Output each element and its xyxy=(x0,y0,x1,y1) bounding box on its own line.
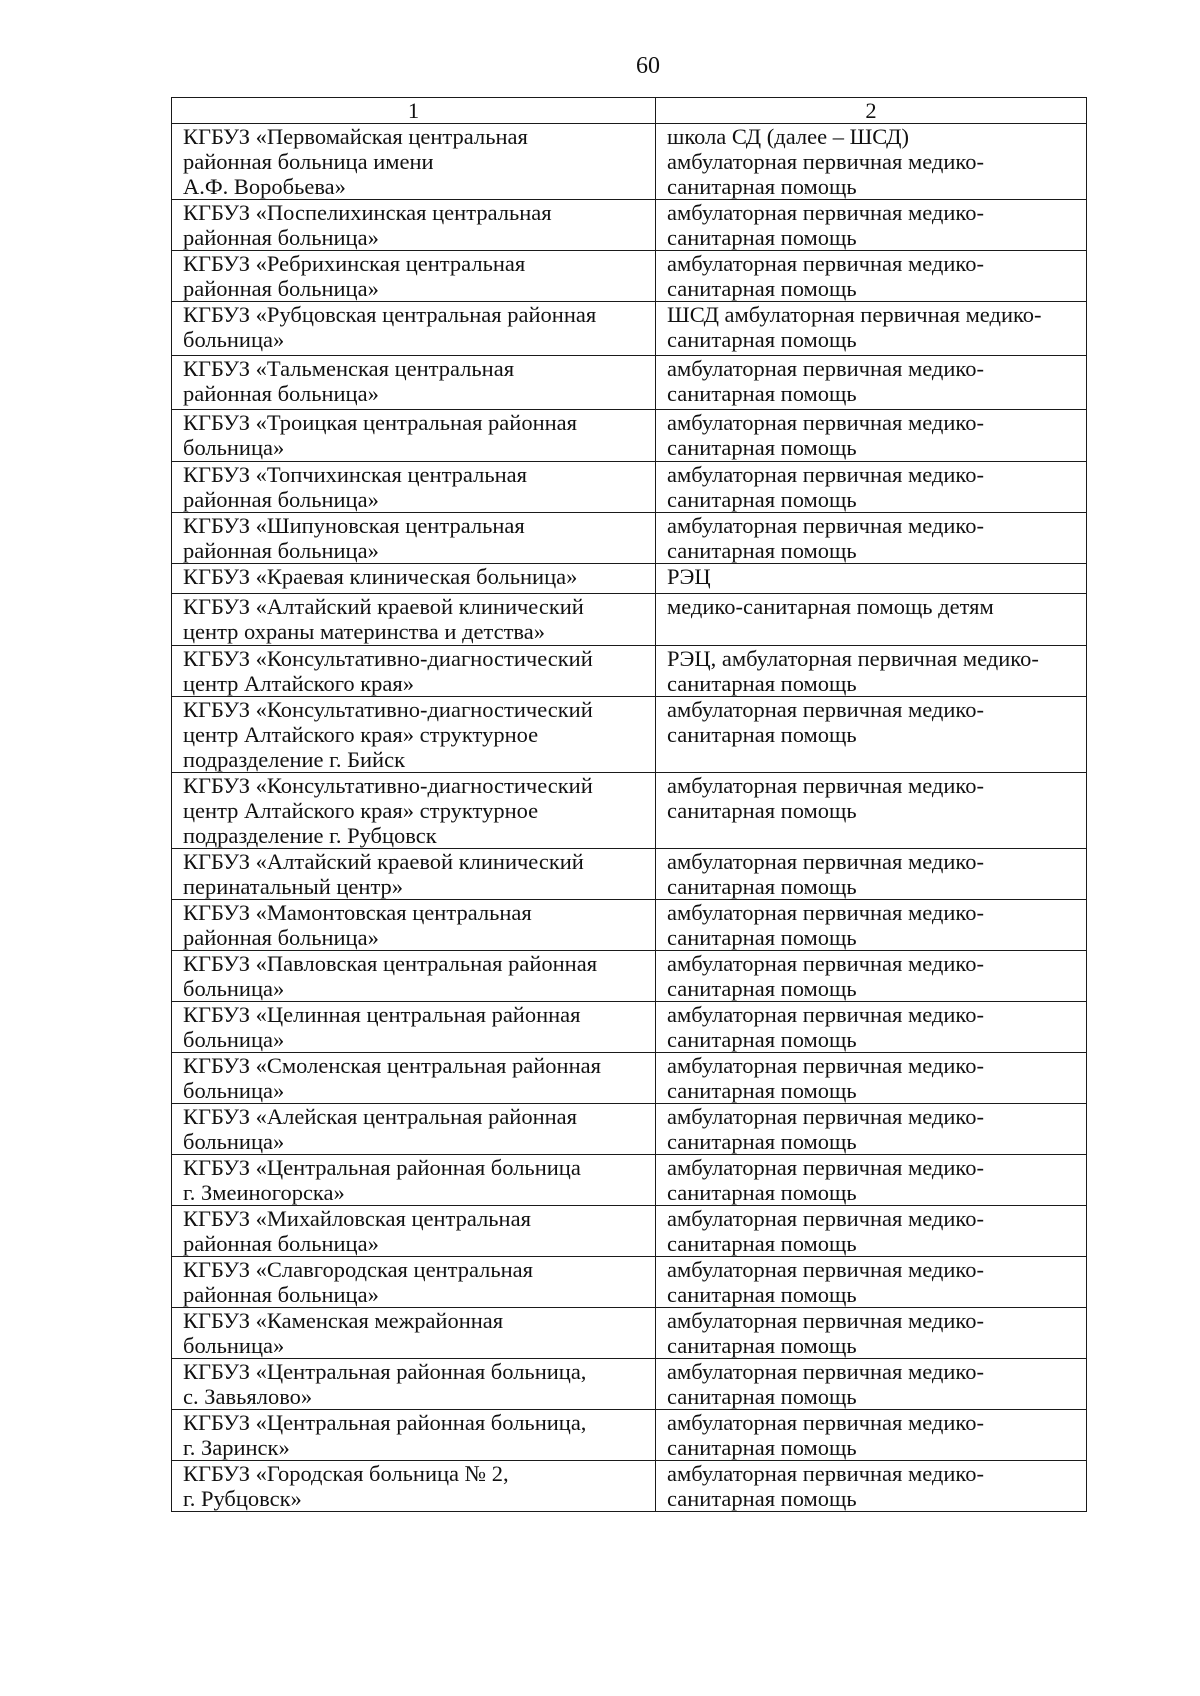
service-type-cell: амбулаторная первичная медико- санитарная помощь xyxy=(656,513,1087,564)
institution-name-cell: КГБУЗ «Целинная центральная районная больница» xyxy=(172,1002,656,1053)
service-type-cell: амбулаторная первичная медико- санитарная помощь xyxy=(656,200,1087,251)
table-row xyxy=(172,1206,1087,1257)
table-row xyxy=(172,513,1087,564)
service-type-cell: амбулаторная первичная медико- санитарная помощь xyxy=(656,1155,1087,1206)
service-type-cell: амбулаторная первичная медико- санитарная помощь xyxy=(656,1410,1087,1461)
table-body xyxy=(172,124,1087,1512)
service-type-cell: амбулаторная первичная медико- санитарная помощь xyxy=(656,900,1087,951)
service-type-cell: амбулаторная первичная медико- санитарная помощь xyxy=(656,1104,1087,1155)
service-type-cell: амбулаторная первичная медико- санитарная помощь xyxy=(656,1206,1087,1257)
table-row xyxy=(172,356,1087,410)
table-row xyxy=(172,1104,1087,1155)
institution-name-cell: КГБУЗ «Консультативно-диагностический центр Алтайского края» xyxy=(172,646,656,697)
institution-name-cell: КГБУЗ «Ребрихинская центральная районная больница» xyxy=(172,251,656,302)
institution-name-cell: КГБУЗ «Михайловская центральная районная больница» xyxy=(172,1206,656,1257)
institution-name-cell: КГБУЗ «Славгородская центральная районная больница» xyxy=(172,1257,656,1308)
institution-name-cell: КГБУЗ «Консультативно-диагностический центр Алтайского края» структурное подразделение г. Рубцовск xyxy=(172,773,656,849)
table-row xyxy=(172,1461,1087,1512)
institution-name-cell: КГБУЗ «Центральная районная больница, с. Завьялово» xyxy=(172,1359,656,1410)
institution-name-cell: КГБУЗ «Алтайский краевой клинический перинатальный центр» xyxy=(172,849,656,900)
institution-name-cell: КГБУЗ «Мамонтовская центральная районная больница» xyxy=(172,900,656,951)
institution-name-cell: КГБУЗ «Рубцовская центральная районная больница» xyxy=(172,302,656,356)
column-header-1: 1 xyxy=(172,98,656,124)
service-type-cell: амбулаторная первичная медико- санитарная помощь xyxy=(656,356,1087,410)
service-type-cell: ШСД амбулаторная первичная медико- санитарная помощь xyxy=(656,302,1087,356)
table-row xyxy=(172,200,1087,251)
institution-name-cell: КГБУЗ «Алтайский краевой клинический центр охраны материнства и детства» xyxy=(172,594,656,646)
table-row xyxy=(172,1308,1087,1359)
service-type-cell: амбулаторная первичная медико- санитарная помощь xyxy=(656,951,1087,1002)
service-type-cell: амбулаторная первичная медико- санитарная помощь xyxy=(656,773,1087,849)
institution-name-cell: КГБУЗ «Алейская центральная районная больница» xyxy=(172,1104,656,1155)
service-type-cell: амбулаторная первичная медико- санитарная помощь xyxy=(656,1002,1087,1053)
table-row xyxy=(172,900,1087,951)
institution-name-cell: КГБУЗ «Каменская межрайонная больница» xyxy=(172,1308,656,1359)
service-type-cell: РЭЦ xyxy=(656,564,1087,594)
institution-name-cell: КГБУЗ «Центральная районная больница г. Змеиногорска» xyxy=(172,1155,656,1206)
table-row xyxy=(172,1155,1087,1206)
table-row xyxy=(172,646,1087,697)
service-type-cell: амбулаторная первичная медико- санитарная помощь xyxy=(656,849,1087,900)
service-type-cell: амбулаторная первичная медико- санитарная помощь xyxy=(656,410,1087,462)
institutions-table xyxy=(171,97,1087,1512)
institution-name-cell: КГБУЗ «Поспелихинская центральная районная больница» xyxy=(172,200,656,251)
table-row xyxy=(172,302,1087,356)
institution-name-cell: КГБУЗ «Павловская центральная районная больница» xyxy=(172,951,656,1002)
table-row xyxy=(172,951,1087,1002)
table-row xyxy=(172,1002,1087,1053)
service-type-cell: амбулаторная первичная медико- санитарная помощь xyxy=(656,1257,1087,1308)
table-row xyxy=(172,1359,1087,1410)
service-type-cell: медико-санитарная помощь детям xyxy=(656,594,1087,646)
service-type-cell: РЭЦ, амбулаторная первичная медико- санитарная помощь xyxy=(656,646,1087,697)
table-row xyxy=(172,124,1087,200)
table-row xyxy=(172,1257,1087,1308)
table-row xyxy=(172,251,1087,302)
institution-name-cell: КГБУЗ «Топчихинская центральная районная больница» xyxy=(172,462,656,513)
institution-name-cell: КГБУЗ «Смоленская центральная районная больница» xyxy=(172,1053,656,1104)
table-row xyxy=(172,1053,1087,1104)
institution-name-cell: КГБУЗ «Городская больница № 2, г. Рубцовск» xyxy=(172,1461,656,1512)
column-header-2: 2 xyxy=(656,98,1087,124)
table-row xyxy=(172,773,1087,849)
service-type-cell: амбулаторная первичная медико- санитарная помощь xyxy=(656,251,1087,302)
table-row xyxy=(172,1410,1087,1461)
institution-name-cell: КГБУЗ «Краевая клиническая больница» xyxy=(172,564,656,594)
table-row xyxy=(172,410,1087,462)
institution-name-cell: КГБУЗ «Консультативно-диагностический центр Алтайского края» структурное подразделение г. Бийск xyxy=(172,697,656,773)
service-type-cell: школа СД (далее – ШСД) амбулаторная первичная медико- санитарная помощь xyxy=(656,124,1087,200)
service-type-cell: амбулаторная первичная медико- санитарная помощь xyxy=(656,1053,1087,1104)
table-row xyxy=(172,594,1087,646)
service-type-cell: амбулаторная первичная медико- санитарная помощь xyxy=(656,462,1087,513)
service-type-cell: амбулаторная первичная медико- санитарная помощь xyxy=(656,1359,1087,1410)
table-row xyxy=(172,462,1087,513)
table-header-row xyxy=(172,98,1087,124)
table-row xyxy=(172,697,1087,773)
table-row xyxy=(172,849,1087,900)
institution-name-cell: КГБУЗ «Центральная районная больница, г. Заринск» xyxy=(172,1410,656,1461)
institution-name-cell: КГБУЗ «Первомайская центральная районная больница имени А.Ф. Воробьева» xyxy=(172,124,656,200)
service-type-cell: амбулаторная первичная медико- санитарная помощь xyxy=(656,1461,1087,1512)
page-number: 60 xyxy=(636,53,660,79)
institution-name-cell: КГБУЗ «Шипуновская центральная районная больница» xyxy=(172,513,656,564)
table-row xyxy=(172,564,1087,594)
institution-name-cell: КГБУЗ «Троицкая центральная районная больница» xyxy=(172,410,656,462)
service-type-cell: амбулаторная первичная медико- санитарная помощь xyxy=(656,1308,1087,1359)
service-type-cell: амбулаторная первичная медико- санитарная помощь xyxy=(656,697,1087,773)
institution-name-cell: КГБУЗ «Тальменская центральная районная больница» xyxy=(172,356,656,410)
